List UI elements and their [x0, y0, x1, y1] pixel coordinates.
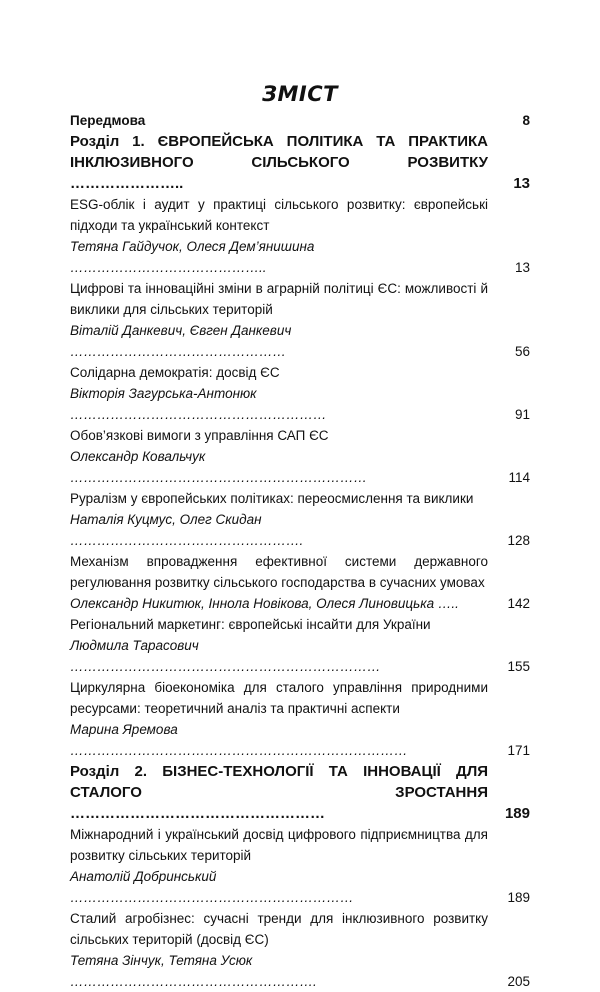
toc-article-authors[interactable] — [70, 509, 530, 551]
article-authors: Тетяна Зінчук, Тетяна Усюк — [70, 953, 253, 968]
table-of-contents — [70, 80, 530, 992]
article-title: Солідарна демократія: досвід ЄС — [70, 365, 280, 380]
section-title: Розділ 1. ЄВРОПЕЙСЬКА ПОЛІТИКА ТА ПРАКТИКА ІНКЛЮЗИВНОГО СІЛЬСЬКОГО РОЗВИТКУ — [70, 133, 488, 171]
leader-dots: ………………………………………………………… — [70, 470, 367, 485]
article-title: Руралізм у європейських політиках: переосмислення та виклики — [70, 491, 474, 506]
toc-section-2[interactable] — [70, 761, 530, 824]
toc-article-title[interactable] — [70, 488, 530, 509]
article-authors: Віталій Данкевич, Євген Данкевич — [70, 323, 292, 338]
page-number: 205 — [507, 974, 530, 989]
leader-dots: …………………………………………………………… — [70, 659, 381, 674]
toc-article-authors[interactable] — [70, 383, 530, 425]
article-authors: Наталія Куцмус, Олег Скидан — [70, 512, 262, 527]
article-authors: Вікторія Загурська-Антонюк — [70, 386, 257, 401]
article-authors: Олександр Ковальчук — [70, 449, 206, 464]
toc-article-title[interactable] — [70, 278, 530, 320]
leader-dots: …………………………………………… — [70, 805, 325, 822]
toc-article-title[interactable] — [70, 362, 530, 383]
toc-article-authors[interactable] — [70, 719, 530, 761]
leader-dots: ………………………………………… — [70, 344, 286, 359]
toc-article-authors[interactable] — [70, 236, 530, 278]
page-number: 155 — [507, 659, 530, 674]
leader-dots: ………………………………………………. — [70, 974, 317, 989]
article-title: Циркулярна біоекономіка для сталого управління природними ресурсами: теоретичний аналіз та практичні аспекти — [70, 680, 488, 716]
toc-article-title[interactable] — [70, 425, 530, 446]
toc-article-authors[interactable] — [70, 866, 530, 908]
toc-article-authors[interactable] — [70, 446, 530, 488]
leader-dots: ………………….. — [70, 175, 184, 192]
toc-article-title[interactable] — [70, 551, 530, 593]
leader-dots: ……………………………………………. — [70, 533, 304, 548]
article-title: ESG-облік і аудит у практиці сільського розвитку: європейські підходи та український контекст — [70, 197, 488, 233]
toc-entry-preface[interactable] — [70, 110, 530, 131]
article-title: Регіональний маркетинг: європейські інсайти для України — [70, 617, 431, 632]
article-authors: Анатолій Добринський — [70, 869, 217, 884]
page-title: ЗМІСТ — [262, 82, 338, 106]
article-authors: Людмила Тарасович — [70, 638, 199, 653]
section-title: Розділ 2. БІЗНЕС-ТЕХНОЛОГІЇ ТА ІННОВАЦІЇ ДЛЯ СТАЛОГО ЗРОСТАННЯ — [70, 763, 488, 801]
page-number: 56 — [514, 344, 530, 359]
article-title: Міжнародний і український досвід цифрового підприємництва для розвитку сільських територій — [70, 827, 488, 863]
article-title: Цифрові та інноваційні зміни в аграрній політиці ЄС: можливості й виклики для сільських територій — [70, 281, 488, 317]
article-title: Механізм впровадження ефективної системи державного регулювання розвитку сільського господарства в сучасних умовах — [70, 554, 488, 590]
article-title: Обов’язкові вимоги з управління САП ЄС — [70, 428, 329, 443]
page-number: 91 — [514, 407, 530, 422]
toc-article-title[interactable] — [70, 824, 530, 866]
leader-dots: ………………………………………………………………… — [70, 743, 408, 758]
article-authors: Марина Яремова — [70, 722, 178, 737]
page-number: 142 — [507, 596, 530, 611]
article-authors: Олександр Никитюк, Іннола Новікова, Олеся Линовицька — [70, 596, 435, 611]
leader-dots: ……………………………………………………… — [70, 890, 354, 905]
page-number: 128 — [507, 533, 530, 548]
page-number: 8 — [522, 113, 530, 128]
page-number: 13 — [514, 260, 530, 275]
article-authors: Тетяна Гайдучок, Олеся Дем’янишина — [70, 239, 315, 254]
toc-article-authors[interactable] — [70, 950, 530, 992]
toc-article-authors[interactable] — [70, 320, 530, 362]
toc-article-authors[interactable] — [70, 635, 530, 677]
preface-label: Передмова — [70, 113, 146, 128]
leader-dots: ………………………………………………… — [70, 407, 327, 422]
toc-article-authors[interactable] — [70, 593, 530, 614]
article-title: Сталий агробізнес: сучасні тренди для інклюзивного розвитку сільських територій (досвід ЄС) — [70, 911, 488, 947]
toc-article-title[interactable] — [70, 194, 530, 236]
page-number: 189 — [504, 805, 530, 822]
page-number: 189 — [507, 890, 530, 905]
page-number: 13 — [513, 175, 530, 192]
toc-section-1[interactable] — [70, 131, 530, 194]
page-number: 171 — [507, 743, 530, 758]
leader-dots: …………………………………….. — [70, 260, 267, 275]
toc-article-title[interactable] — [70, 677, 530, 719]
toc-article-title[interactable] — [70, 908, 530, 950]
page-number: 114 — [508, 470, 530, 485]
toc-article-title[interactable] — [70, 614, 530, 635]
leader-dots: ….. — [437, 596, 459, 611]
